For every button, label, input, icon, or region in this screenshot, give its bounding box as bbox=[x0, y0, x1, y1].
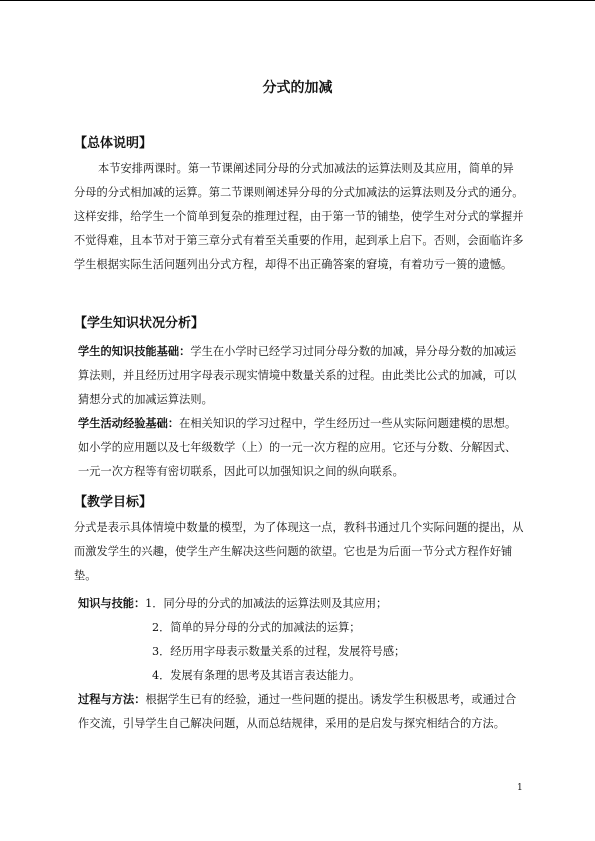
knowledge-goal-text-1: 1．同分母的分式的加减法的运算法则及其应用； bbox=[145, 597, 388, 610]
knowledge-skill-label: 学生的知识技能基础： bbox=[78, 345, 191, 358]
knowledge-goal-item-2: 2．简单的异分母的分式的加减法的运算； bbox=[152, 621, 361, 634]
document-title: 分式的加减 bbox=[262, 80, 333, 96]
section-heading-student-analysis: 【学生知识状况分析】 bbox=[74, 316, 205, 331]
knowledge-goal-item-3: 3．经历用字母表示数量关系的过程，发展符号感； bbox=[152, 645, 406, 658]
page-number: 1 bbox=[517, 783, 523, 793]
knowledge-goal-item-1 bbox=[78, 592, 387, 616]
overview-paragraph: 本节安排两课时。第一节课阐述同分母的分式加减法的运算法则及其应用，简单的异分母的分式相加减的运算。第二节课则阐述异分母的分式加减法的运算法则及分式的通分。这样安排，给学生一个简单到复杂的推理过程，由于第一节的铺垫，使学生对分式的掌握并不觉得难，且本节对于第三章分式有着至关重要的作用，起到承上启下。否则，会面临许多学生根据实际生活问题列出分式方程，却得不出正确答案的窘境，有着功亏一篑的遗憾。 bbox=[74, 162, 524, 271]
knowledge-skill-paragraph bbox=[78, 340, 524, 412]
knowledge-goal-label: 知识与技能： bbox=[78, 597, 146, 610]
section-heading-overview: 【总体说明】 bbox=[74, 136, 153, 151]
teaching-goals-intro: 分式是表示具体情境中数量的模型，为了体现这一点，教科书通过几个实际问题的提出，从而激发学生的兴趣，使学生产生解决这些问题的欲望。它也是为后面一节分式方程作好铺垫。 bbox=[74, 521, 524, 582]
activity-experience-text: 在相关知识的学习过程中，学生经历过一些从实际问题建模的思想。如小学的应用题以及七年级数学（上）的一元一次方程的应用。它还与分数、分解因式、一元一次方程等有密切联系，因此可以加强知识之间的纵向联系。 bbox=[78, 417, 517, 478]
knowledge-skill-text: 学生在小学时已经学习过同分母分数的加减，异分母分数的加减运算法则，并且经历过用字母表示现实情境中数量关系的过程。由此类比公式的加减，可以猜想分式的加减运算法则。 bbox=[78, 345, 517, 406]
activity-experience-paragraph bbox=[78, 412, 524, 484]
process-method-text: 根据学生已有的经验，通过一些问题的提出。诱发学生积极思考，或通过合作交流，引导学生自己解决问题，从而总结规律，采用的是启发与探究相结合的方法。 bbox=[78, 693, 517, 730]
process-method-paragraph bbox=[78, 688, 524, 736]
knowledge-goal-item-4: 4．发展有条理的思考及其语言表达能力。 bbox=[152, 669, 361, 682]
section-heading-teaching-goals: 【教学目标】 bbox=[74, 495, 153, 510]
activity-experience-label: 学生活动经验基础： bbox=[78, 417, 180, 430]
process-method-label: 过程与方法： bbox=[78, 693, 146, 706]
top-border-line bbox=[0, 0, 595, 1]
